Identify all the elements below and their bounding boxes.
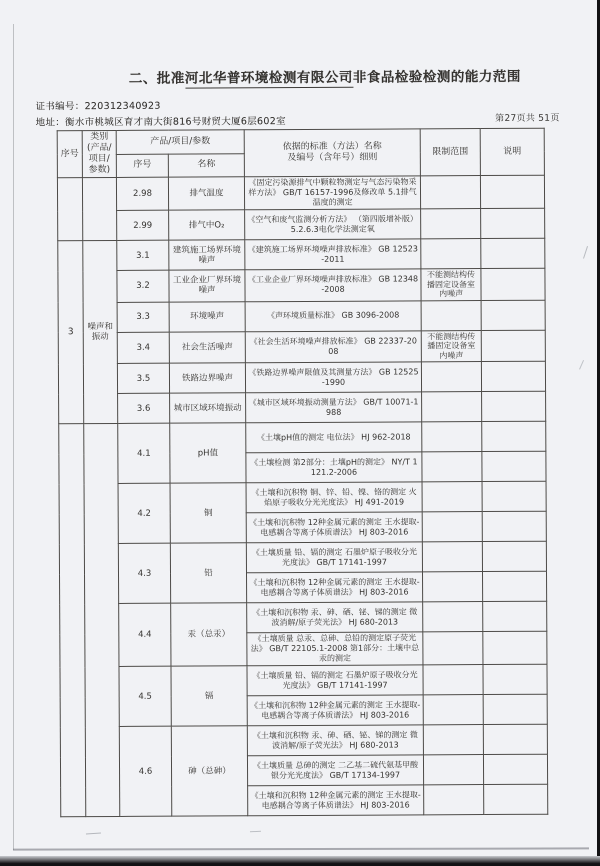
item-name-cell: pH值: [170, 423, 246, 483]
item-name-cell: 排气温度: [168, 177, 244, 210]
address-line: [36, 113, 286, 128]
note-cell: [482, 511, 546, 541]
capability-table: [57, 128, 549, 818]
limit-cell: [423, 755, 483, 785]
standard-cell: 《社会生活环境噪声排放标准》 GB 22337-2008: [245, 330, 421, 362]
limit-cell: [423, 602, 483, 632]
note-cell: [483, 601, 547, 631]
table-row: [59, 481, 546, 514]
header-item-name: 名称: [168, 153, 244, 177]
standard-cell: 《工业企业厂界环境噪声排放标准》 GB 12348-2008: [245, 269, 421, 301]
header-item-seq: 序号: [116, 154, 168, 178]
item-name-cell: 砷（总砷）: [171, 726, 247, 816]
company-name: 河北华普环境检测有限公司: [184, 69, 353, 87]
limit-cell: [423, 725, 483, 755]
standard-cell: 《土壤和沉积物 12种金属元素的测定 王水提取-电感耦合等离子体质谱法》 HJ 803-2016: [246, 512, 422, 543]
limit-cell: [420, 176, 480, 209]
header-row-1: [57, 128, 544, 154]
standard-cell: 《土壤和沉积物 汞、砷、硒、铋、锑的测定 微波消解/原子荧光法》 HJ 680-2013: [247, 602, 423, 633]
note-cell: [482, 451, 546, 481]
item-name-cell: 镉: [171, 666, 247, 726]
standard-cell: 《铁路边界噪声限值及其测量方法》 GB 12525-1990: [245, 362, 421, 393]
section-seq-cell: [57, 178, 82, 241]
item-name-cell: 铁路边界噪声: [169, 363, 245, 393]
standard-cell: 《土壤pH值的测定 电位法》 HJ 962-2018: [246, 422, 422, 453]
standard-cell: 《固定污染源排气中颗粒物测定与气态污染物采样方法》 GB/T 16157-1996及修改单 5.1排气温度的测定: [244, 176, 420, 210]
table-row: [59, 541, 546, 574]
limit-cell: [421, 300, 481, 330]
item-seq-cell: 3.3: [117, 302, 169, 332]
item-name-cell: 城市区域环境振动: [170, 393, 246, 423]
note-cell: [483, 571, 547, 601]
table-header: [57, 128, 544, 178]
header-seq: 序号: [57, 131, 82, 178]
table-body: [57, 175, 547, 817]
note-cell: [481, 268, 545, 300]
limit-cell: [423, 665, 483, 695]
note-cell: [484, 784, 548, 814]
item-seq-cell: 2.99: [117, 210, 169, 240]
item-seq-cell: 4.1: [118, 423, 170, 483]
table-row: [60, 664, 547, 697]
header-note: 说明: [480, 128, 544, 175]
address-label: 地址：: [35, 117, 66, 129]
limit-cell: [422, 512, 482, 542]
standard-cell: 《土壤质量 铅、镉的测定 石墨炉原子吸收分光光度法》 GB/T 17141-1997: [246, 542, 422, 573]
table-row: [58, 208, 545, 241]
table-row: [59, 421, 546, 454]
certificate-number-line: [36, 98, 161, 113]
item-name-cell: 社会生活噪声: [169, 331, 245, 363]
note-cell: [482, 481, 546, 511]
item-name-cell: 建筑施工场界环境噪声: [169, 240, 245, 270]
item-name-cell: 铅: [170, 543, 246, 603]
note-cell: [482, 421, 546, 451]
limit-cell: 不能测结构传播固定设备室内噪声: [421, 330, 481, 362]
page-indicator: 第27页共 51页: [495, 113, 560, 124]
section-category-cell: 噪声和振动: [83, 240, 118, 423]
item-name-cell: 铜: [170, 483, 246, 543]
standard-cell: 《土壤质量 总砷的测定 二乙基二硫代氨基甲酸银分光光度法》 GB/T 17134-1997: [247, 755, 423, 786]
limit-cell: 不能测结构传播固定设备室内噪声: [421, 269, 481, 301]
note-cell: [480, 175, 544, 208]
limit-cell: [421, 362, 481, 392]
item-seq-cell: 4.3: [118, 543, 170, 603]
limit-cell: [421, 209, 481, 239]
limit-cell: [422, 422, 482, 452]
table-row: [58, 268, 545, 302]
header-standard: [244, 129, 420, 177]
item-seq-cell: 3.1: [117, 240, 169, 270]
header-standard-line2: 及编号（含年号）细则: [287, 152, 378, 164]
header-limit: 限制范围: [420, 129, 480, 176]
table-row: [60, 601, 547, 634]
title-prefix: 二、批准: [128, 70, 185, 87]
table-row: [59, 391, 546, 424]
standard-cell: 《土壤检测 第2部分：土壤pH的测定》 NY/T 1121.2-2006: [246, 452, 422, 483]
note-cell: [481, 330, 545, 362]
standard-cell: 《土壤和沉积物 汞、砷、硒、铋、锑的测定 微波消解/原子荧光法》 HJ 680-2013: [247, 725, 423, 756]
table-row: [58, 238, 545, 271]
note-cell: [482, 391, 546, 421]
item-seq-cell: 3.5: [117, 363, 169, 393]
item-name-cell: 排气中O₂: [169, 210, 245, 240]
item-name-cell: 汞（总汞）: [171, 603, 247, 666]
note-cell: [481, 300, 545, 330]
limit-cell: [424, 785, 484, 815]
standard-cell: 《建筑施工场界环境噪声排放标准》 GB 12523-2011: [245, 239, 421, 270]
note-cell: [483, 724, 547, 754]
note-cell: [483, 754, 547, 784]
item-seq-cell: 4.2: [118, 483, 170, 543]
section-category-cell: [82, 177, 116, 240]
standard-cell: 《土壤和沉积物 12种金属元素的测定 王水提取-电感耦合等离子体质谱法》 HJ 803-2016: [248, 785, 424, 816]
item-seq-cell: 4.5: [119, 666, 171, 726]
note-cell: [483, 631, 547, 664]
header-standard-line1: 依据的标准（方法）名称: [282, 141, 382, 153]
limit-cell: [422, 482, 482, 512]
section-seq-cell: 3: [58, 241, 84, 424]
limit-cell: [423, 632, 483, 665]
note-cell: [482, 541, 546, 571]
address-value: 衡水市桃城区育才南大街816号财贸大厦6层602室: [65, 116, 286, 129]
note-cell: [483, 664, 547, 694]
header-category: 类别(产品/项目/参数): [82, 130, 116, 177]
limit-cell: [423, 572, 483, 602]
limit-cell: [422, 542, 482, 572]
note-cell: [481, 238, 545, 268]
item-name-cell: 工业企业厂界环境噪声: [169, 270, 245, 302]
table-row: [58, 361, 545, 394]
table-row: [57, 175, 544, 211]
section-seq-cell: [59, 424, 86, 817]
limit-cell: [423, 695, 483, 725]
certificate-number: 220312340923: [84, 100, 161, 113]
standard-cell: 《空气和废气监测分析方法》 （第四版增补版） 5.2.6.3电化学法测定氧: [245, 209, 421, 240]
limit-cell: [422, 452, 482, 482]
standard-cell: 《土壤和沉积物 12种金属元素的测定 王水提取-电感耦合等离子体质谱法》 HJ 803-2016: [247, 572, 423, 603]
item-seq-cell: 4.4: [119, 603, 171, 666]
item-seq-cell: 2.98: [116, 177, 168, 210]
standard-cell: 《土壤和沉积物 铜、锌、铅、镍、铬的测定 火焰原子吸收分光光度法》 HJ 491-2019: [246, 482, 422, 513]
note-cell: [481, 208, 545, 238]
scan-edge-bottom: [0, 856, 600, 866]
note-cell: [481, 361, 545, 391]
item-seq-cell: 3.4: [117, 332, 169, 364]
limit-cell: [421, 239, 481, 269]
item-seq-cell: 4.6: [119, 726, 171, 816]
standard-cell: 《土壤质量 总汞、总砷、总铅的测定原子荧光法》 GB/T 22105.1-2008 第1部分：土壤中总汞的测定: [247, 632, 423, 666]
standard-cell: 《声环境质量标准》 GB 3096-2008: [245, 300, 421, 331]
table-row: [58, 330, 545, 364]
header-product-group: 产品/项目/参数: [116, 130, 244, 154]
table-row: [60, 724, 547, 757]
item-name-cell: 环境噪声: [169, 301, 245, 331]
limit-cell: [422, 392, 482, 422]
standard-cell: 《土壤和沉积物 12种金属元素的测定 王水提取-电感耦合等离子体质谱法》 HJ 803-2016: [247, 695, 423, 726]
certificate-label: 证书编号：: [35, 101, 85, 113]
item-seq-cell: 3.2: [117, 270, 169, 302]
standard-cell: 《土壤质量 铅、镉的测定 石墨炉原子吸收分光光度法》 GB/T 17141-1997: [247, 665, 423, 696]
standard-cell: 《城市区域环境振动测量方法》 GB/T 10071-1988: [246, 392, 422, 423]
item-seq-cell: 3.6: [118, 393, 170, 423]
table-row: [58, 300, 545, 333]
page-title: [0, 64, 597, 87]
note-cell: [483, 694, 547, 724]
section-category-cell: [84, 423, 120, 816]
title-suffix: 非食品检验检测的能力范围: [352, 68, 521, 86]
